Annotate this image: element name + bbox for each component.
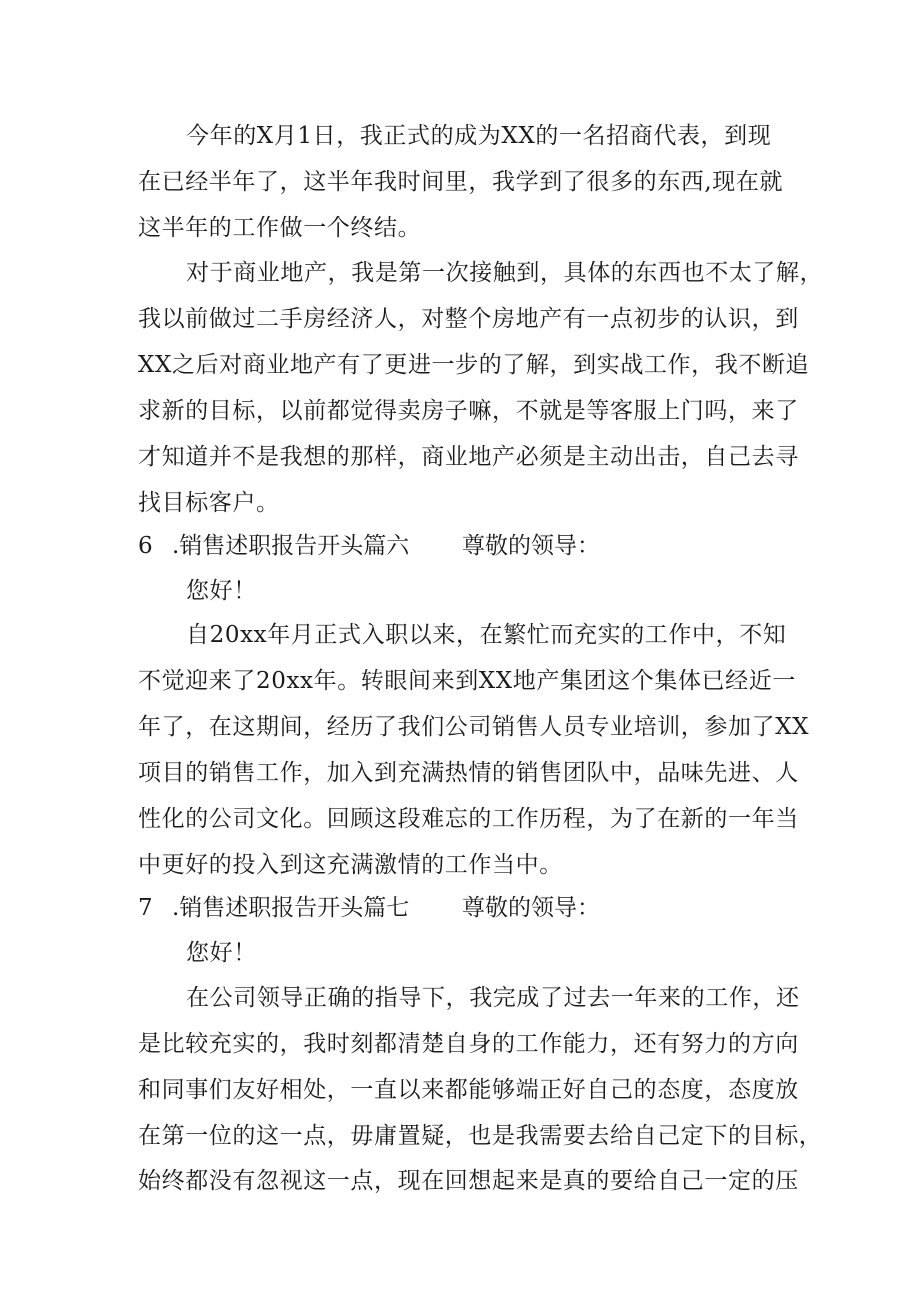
- paragraph-line: 在公司领导正确的指导下，我完成了过去一年来的工作，还: [186, 985, 800, 1011]
- paragraph-line: 和同事们友好相处，一直以来都能够端正好自己的态度，态度放: [138, 1077, 799, 1103]
- paragraph-line: 这半年的工作做一个终结。: [138, 215, 422, 241]
- paragraph-line: XX之后对商业地产有了更进一步的了解，到实战工作，我不断追: [138, 352, 810, 378]
- paragraph-line: 在已经半年了，这半年我时间里，我学到了很多的东西,现在就: [138, 169, 784, 195]
- paragraph-line: 才知道并不是我想的那样，商业地产必须是主动出击，自己去寻: [138, 444, 799, 470]
- section-title: .销售述职报告开头篇六: [172, 533, 410, 559]
- paragraph-line: 在第一位的这一点，毋庸置疑，也是我需要去给自己定下的目标，: [138, 1123, 823, 1149]
- greeting: 您好！: [186, 940, 257, 966]
- paragraph-line: 自20xx年月正式入职以来，在繁忙而充实的工作中，不知: [186, 622, 787, 648]
- paragraph-line: 始终都没有忽视这一点，现在回想起来是真的要给自己一定的压: [138, 1168, 799, 1194]
- paragraph-line: 我以前做过二手房经济人，对整个房地产有一点初步的认识，到: [138, 306, 799, 332]
- paragraph-line: 性化的公司文化。回顾这段难忘的工作历程，为了在新的一年当: [138, 806, 799, 832]
- section-number: 6: [138, 533, 153, 559]
- paragraph-line: 今年的X月1日，我正式的成为XX的一名招商代表，到现: [186, 123, 772, 149]
- paragraph-line: 项目的销售工作，加入到充满热情的销售团队中，品味先进、人: [138, 760, 799, 786]
- paragraph-line: 不觉迎来了20xx年。转眼间来到XX地产集团这个集体已经近一: [138, 668, 796, 694]
- section-title: .销售述职报告开头篇七: [172, 895, 410, 921]
- paragraph-line: 求新的目标，以前都觉得卖房子嘛，不就是等客服上门吗，来了: [138, 398, 799, 424]
- paragraph-line: 是比较充实的，我时刻都清楚自身的工作能力，还有努力的方向: [138, 1031, 799, 1057]
- salutation: 尊敬的领导：: [462, 895, 600, 921]
- salutation: 尊敬的领导：: [462, 533, 600, 559]
- greeting: 您好！: [186, 578, 257, 604]
- section-number: 7: [138, 895, 153, 921]
- paragraph-line: 中更好的投入到这充满激情的工作当中。: [138, 852, 563, 878]
- paragraph-line: 找目标客户。: [138, 490, 280, 516]
- paragraph-line: 年了，在这期间，经历了我们公司销售人员专业培训，参加了XX: [138, 714, 810, 740]
- paragraph-line: 对于商业地产，我是第一次接触到，具体的东西也不太了解，: [186, 260, 824, 286]
